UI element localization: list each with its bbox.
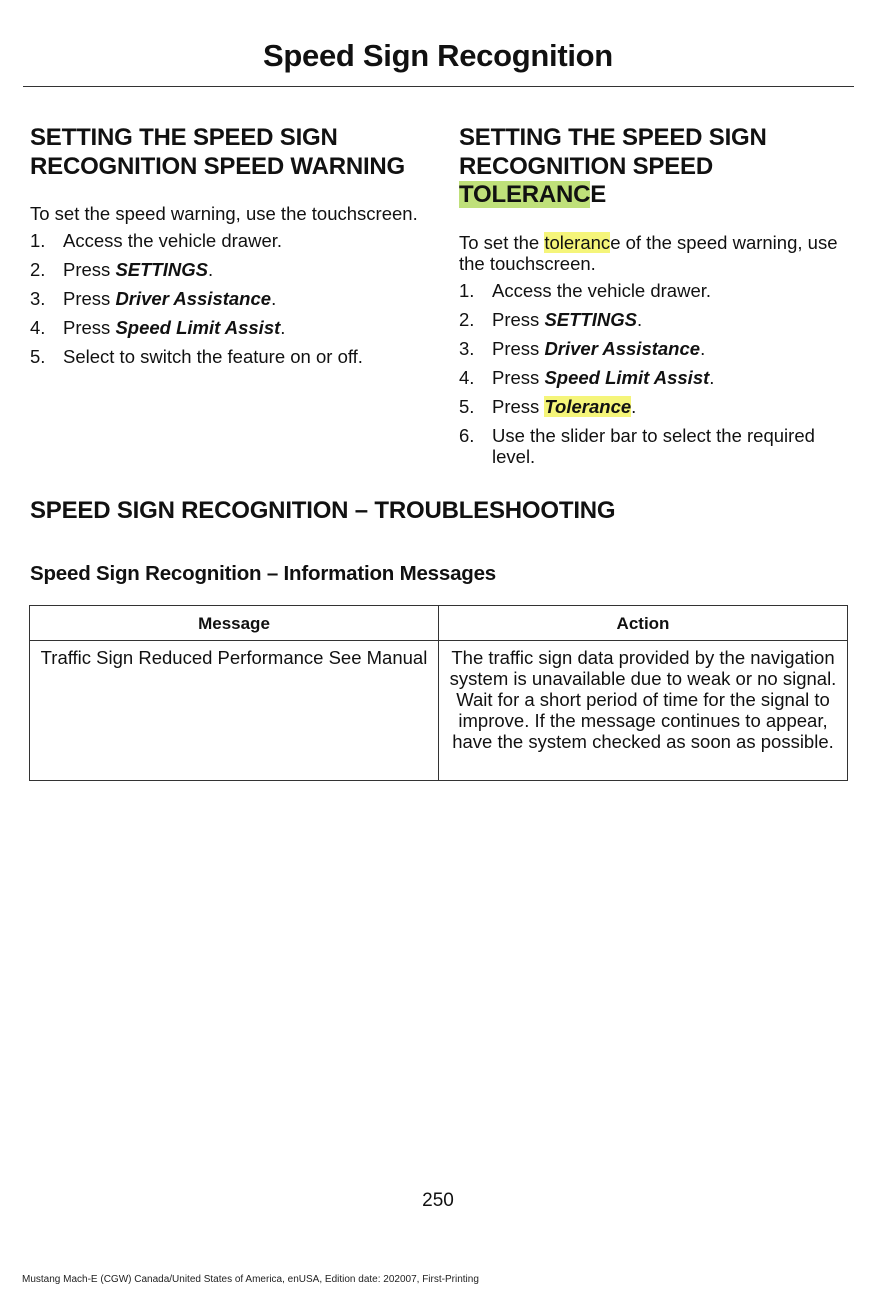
step-item: 1. Access the vehicle drawer.	[30, 230, 283, 251]
title-divider	[23, 86, 854, 87]
information-messages-table	[29, 605, 848, 781]
step-item: 3. Press Driver Assistance.	[459, 337, 706, 359]
information-messages-heading: Speed Sign Recognition – Information Messages	[30, 562, 496, 585]
step-item: 4. Press Speed Limit Assist.	[30, 317, 286, 338]
action-cell: The traffic sign data provided by the navigation system is unavailable due to weak or no signal. Wait for a short period of time for the signal to improve. If the message continues to appear, have the system checked as soon as possible.	[439, 641, 848, 781]
step-item: 5. Select to switch the feature on or off.	[30, 346, 363, 367]
step-item: 2. Press SETTINGS.	[30, 259, 214, 280]
column-header-action: Action	[439, 606, 848, 641]
page-number: 250	[422, 1190, 454, 1211]
speed-tolerance-steps	[459, 280, 854, 467]
table-header-row	[30, 606, 848, 641]
step-item: 2. Press SETTINGS.	[459, 308, 643, 330]
left-column	[30, 124, 425, 375]
highlighted-text: toleranc	[544, 231, 611, 253]
speed-warning-heading: SETTING THE SPEED SIGN RECOGNITION SPEED WARNING	[30, 124, 406, 180]
step-item: 4. Press Speed Limit Assist.	[459, 366, 715, 388]
step-item: 3. Press Driver Assistance.	[30, 288, 277, 309]
step-item: 1. Access the vehicle drawer.	[459, 279, 712, 301]
edition-footer: Mustang Mach-E (CGW) Canada/United States of America, enUSA, Edition date: 202007, First-Printing	[22, 1274, 479, 1285]
speed-tolerance-intro: To set the tolerance of the speed warning, use the touchscreen.	[459, 231, 838, 274]
highlighted-text: Tolerance	[544, 395, 632, 417]
troubleshooting-heading: SPEED SIGN RECOGNITION – TROUBLESHOOTING	[30, 497, 616, 524]
table-row	[30, 641, 848, 781]
step-item: 5. Press Tolerance.	[459, 395, 637, 417]
speed-warning-intro: To set the speed warning, use the touchscreen.	[30, 203, 418, 224]
speed-warning-steps	[30, 230, 425, 367]
page-title: Speed Sign Recognition	[263, 38, 613, 73]
right-column	[459, 124, 854, 475]
step-item: 6. Use the slider bar to select the required level.	[459, 424, 815, 467]
column-header-message: Message	[30, 606, 439, 641]
message-cell: Traffic Sign Reduced Performance See Manual	[30, 641, 439, 781]
speed-tolerance-heading: SETTING THE SPEED SIGN RECOGNITION SPEED TOLERANCE	[459, 124, 767, 208]
highlighted-text: TOLERANC	[459, 181, 591, 208]
